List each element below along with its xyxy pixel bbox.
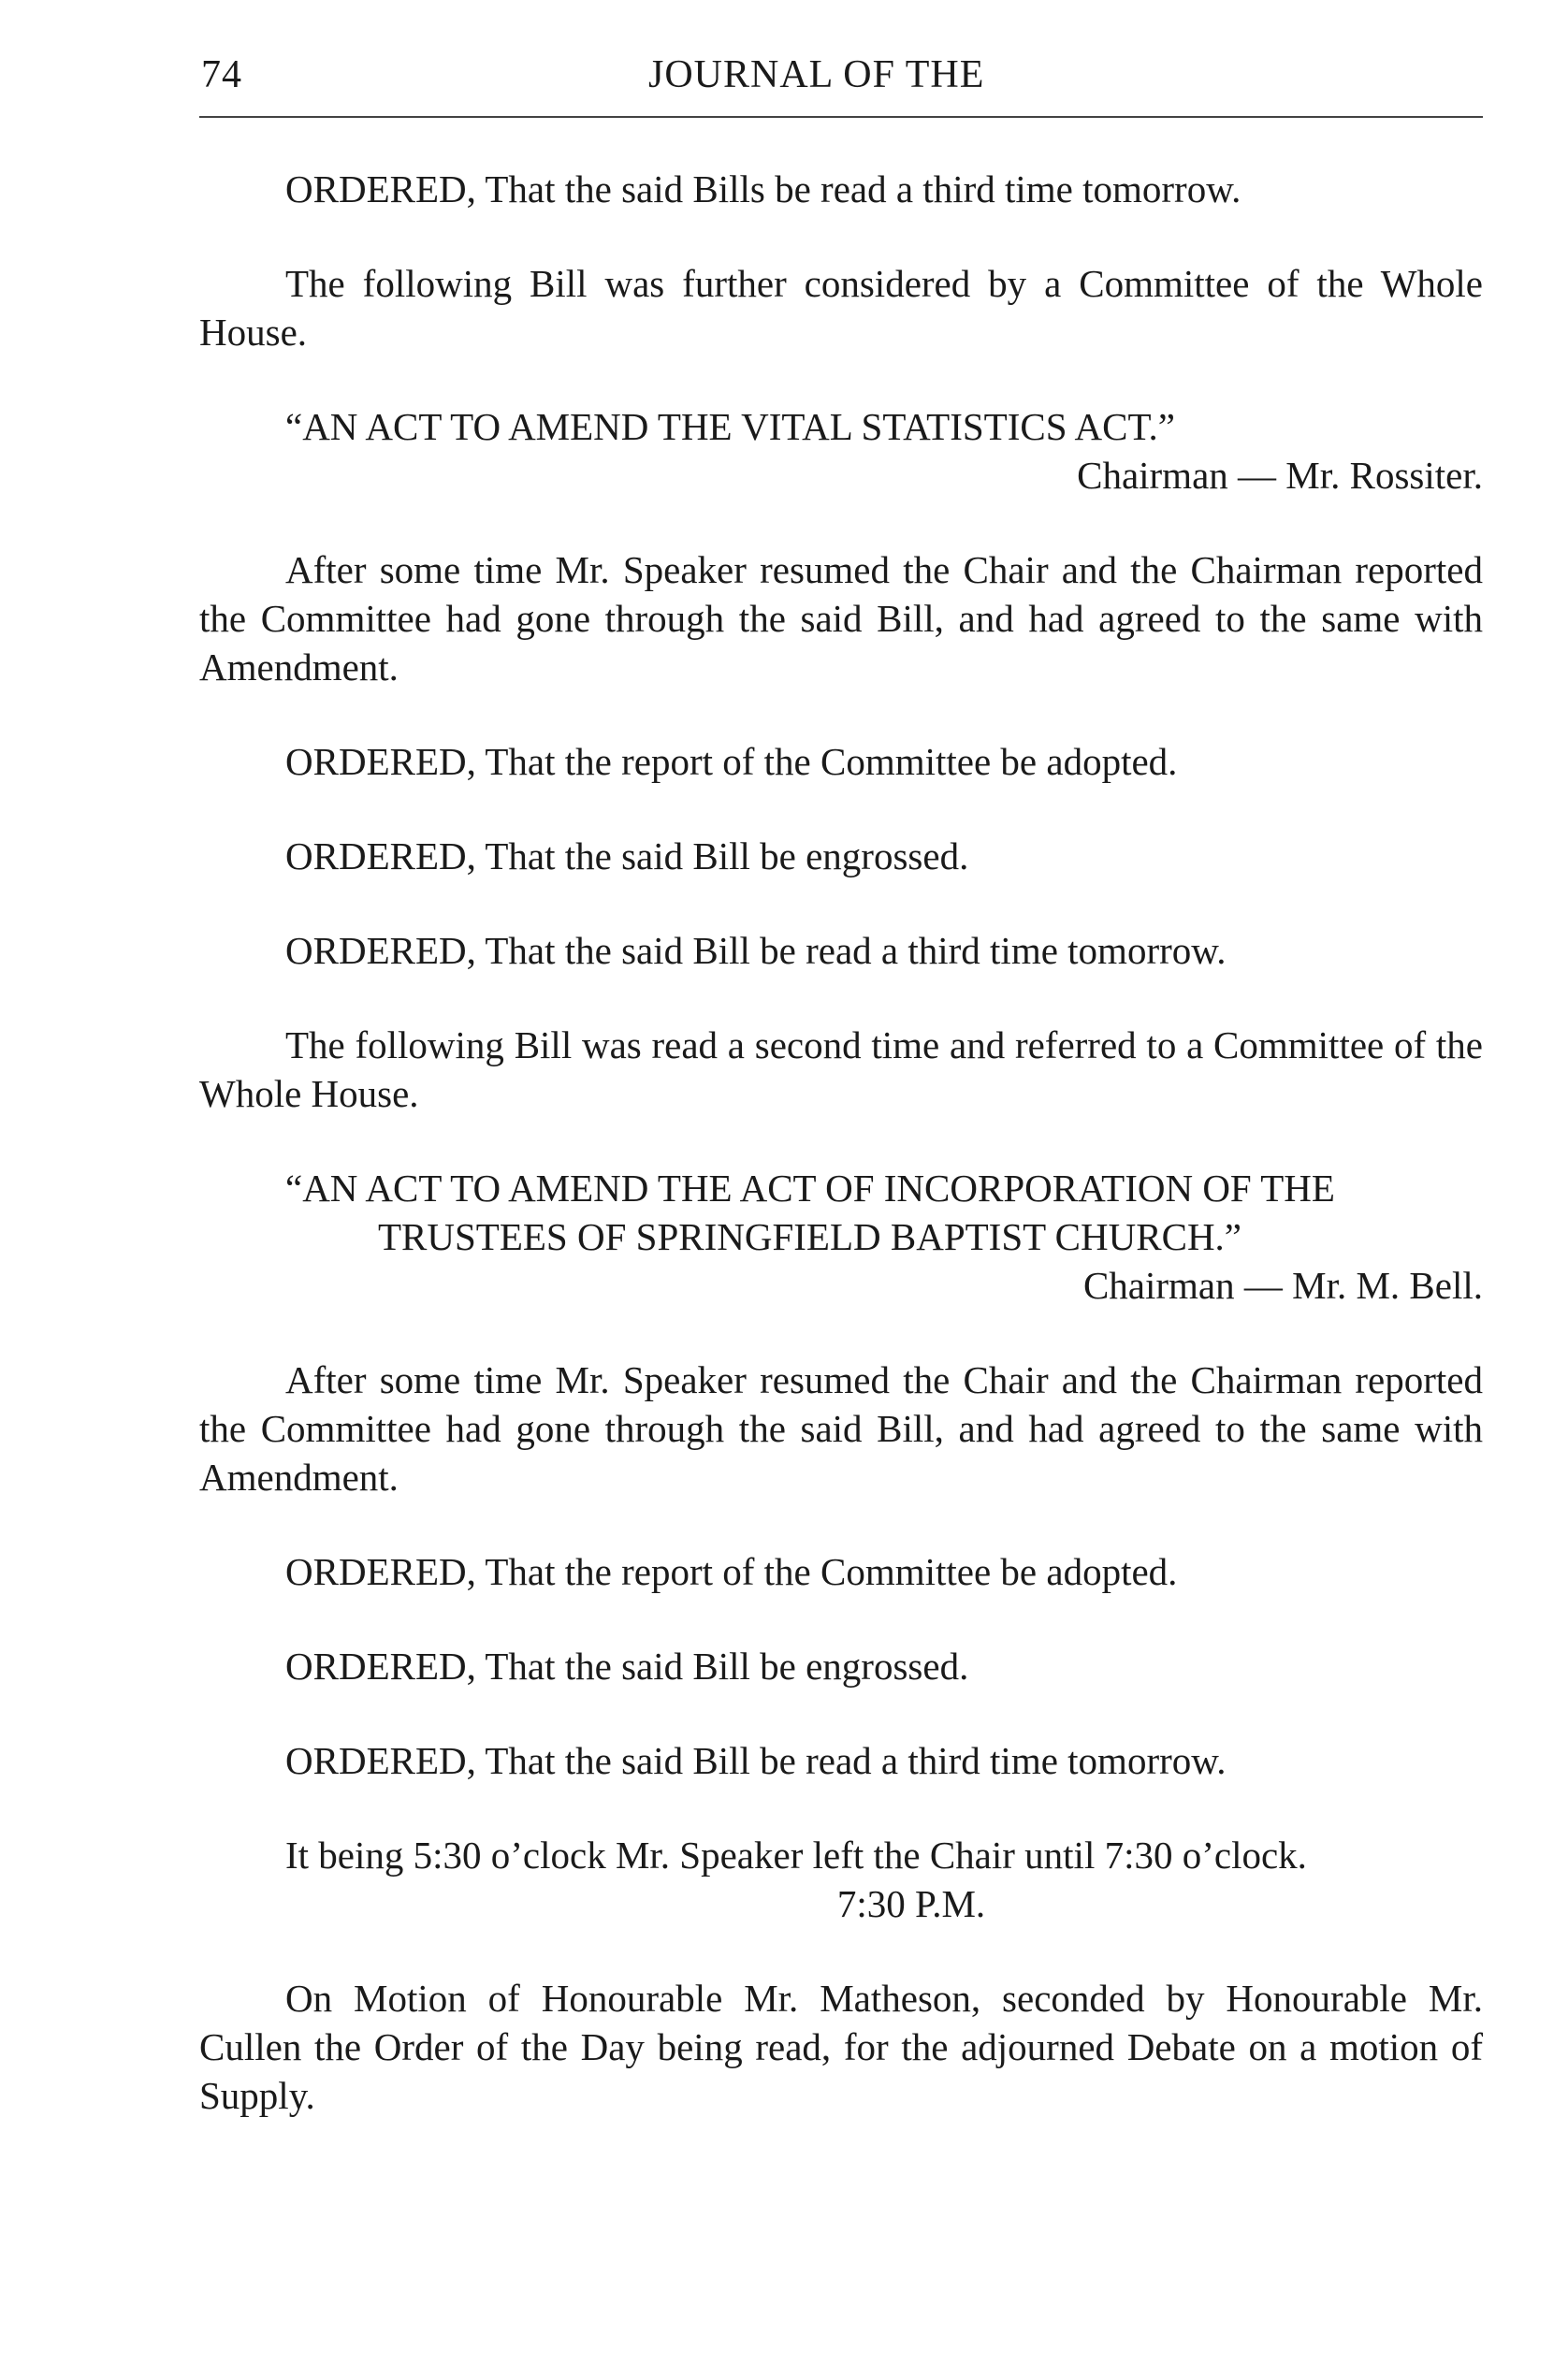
order-report-adopted-2: ORDERED, That the report of the Committee be adopted. [285,1550,1178,1593]
order-bill-engrossed-2: ORDERED, That the said Bill be engrossed. [285,1645,969,1688]
speaker-resumed-paragraph-2: After some time Mr. Speaker resumed the Chair and the Chairman reported the Committee had gone through the said Bill, and had agreed to the same with Amendment. [199,1358,1483,1499]
journal-body [199,165,1483,2120]
order-third-reading-bills: ORDERED, That the said Bills be read a third time tomorrow. [285,167,1241,210]
bill-chairman-rossiter: Chairman — Mr. Rossiter. [1077,454,1483,497]
journal-page [199,0,1483,2378]
order-bill-engrossed: ORDERED, That the said Bill be engrossed. [285,834,969,877]
bill-title-vital-statistics: “AN ACT TO AMEND THE VITAL STATISTICS ACT.” [285,405,1175,448]
recess-paragraph: It being 5:30 o’clock Mr. Speaker left the Chair until 7:30 o’clock. [285,1834,1307,1877]
order-third-reading: ORDERED, That the said Bill be read a third time tomorrow. [285,929,1227,972]
second-reading-paragraph: The following Bill was read a second time and referred to a Committee of the Whole House. [199,1023,1483,1115]
running-head: JOURNAL OF THE [648,53,985,96]
header-rule [199,116,1483,118]
order-third-reading-2: ORDERED, That the said Bill be read a third time tomorrow. [285,1739,1227,1782]
evening-session-time: 7:30 P.M. [836,1882,986,1925]
supply-motion-paragraph: On Motion of Honourable Mr. Matheson, seconded by Honourable Mr. Cullen the Order of the Day being read, for the adjourned Debate on a motion of Supply. [199,1977,1483,2117]
bill-chairman-bell: Chairman — Mr. M. Bell. [1082,1264,1483,1307]
speaker-resumed-paragraph: After some time Mr. Speaker resumed the Chair and the Chairman reported the Committee had gone through the said Bill, and had agreed to the same with Amendment. [199,548,1483,689]
page-number: 74 [201,53,242,96]
page-header [199,52,1483,109]
bill-title-springfield-baptist: “AN ACT TO AMEND THE ACT OF INCORPORATION OF THE TRUSTEES OF SPRINGFIELD BAPTIST CHURCH.” [285,1167,1335,1258]
order-report-adopted: ORDERED, That the report of the Committee be adopted. [285,740,1178,783]
committee-consideration-paragraph: The following Bill was further considered by a Committee of the Whole House. [199,262,1483,354]
